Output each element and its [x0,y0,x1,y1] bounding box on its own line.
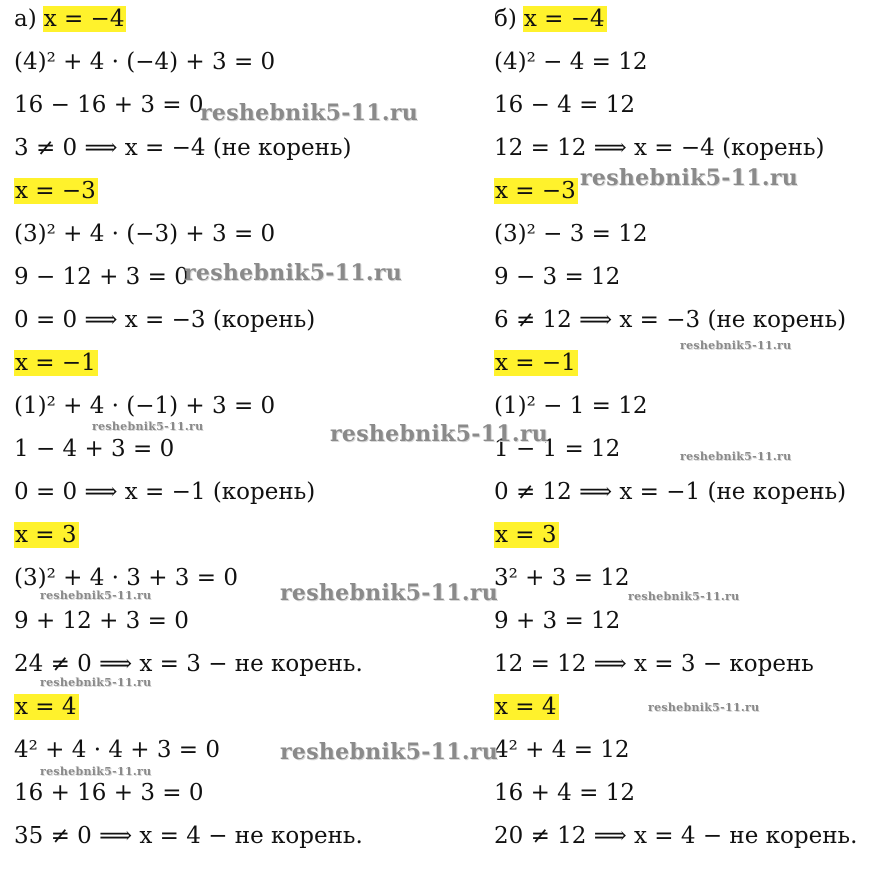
equation-line: 16 + 16 + 3 = 0 [14,780,204,806]
part-label: б) [494,6,517,32]
watermark: reshebnik5-11.ru [200,100,419,126]
case-heading [494,348,578,378]
watermark: reshebnik5-11.ru [40,765,152,778]
watermark: reshebnik5-11.ru [680,339,792,352]
equation-line: (1)² − 1 = 12 [494,393,648,419]
case-value: x = 4 [495,694,557,720]
conclusion-line: 12 = 12 ⟹ x = 3 − корень [494,651,814,677]
equation-line: 4² + 4 · 4 + 3 = 0 [14,737,221,763]
watermark: reshebnik5-11.ru [330,421,549,447]
case-heading [14,176,98,206]
watermark: reshebnik5-11.ru [40,589,152,602]
conclusion-line: 35 ≠ 0 ⟹ x = 4 − не корень. [14,823,363,849]
conclusion-line: 20 ≠ 12 ⟹ x = 4 − не корень. [494,823,858,849]
case-heading [494,520,559,550]
watermark: reshebnik5-11.ru [280,580,499,606]
watermark: reshebnik5-11.ru [92,420,204,433]
equation-line: 9 + 12 + 3 = 0 [14,608,189,634]
conclusion-line: 24 ≠ 0 ⟹ x = 3 − не корень. [14,651,363,677]
watermark: reshebnik5-11.ru [40,676,152,689]
equation-line: 1 − 1 = 12 [494,436,621,462]
equation-line: (3)² − 3 = 12 [494,221,648,247]
conclusion-line: 0 = 0 ⟹ x = −1 (корень) [14,479,316,505]
conclusion-line: 3 ≠ 0 ⟹ x = −4 (не корень) [14,135,352,161]
case-value: x = 3 [15,522,77,548]
case-heading [494,176,578,206]
case-value: x = −4 [43,6,125,32]
case-value: x = −1 [15,350,96,376]
equation-line: 16 − 4 = 12 [494,92,635,118]
watermark: reshebnik5-11.ru [184,260,403,286]
watermark: reshebnik5-11.ru [628,590,740,603]
equation-line: 9 + 3 = 12 [494,608,621,634]
conclusion-line: 0 ≠ 12 ⟹ x = −1 (не корень) [494,479,847,505]
conclusion-line: 12 = 12 ⟹ x = −4 (корень) [494,135,825,161]
case-heading [494,4,607,34]
equation-line: 16 + 4 = 12 [494,780,635,806]
case-heading [14,4,126,34]
watermark: reshebnik5-11.ru [680,450,792,463]
conclusion-line: 6 ≠ 12 ⟹ x = −3 (не корень) [494,307,847,333]
equation-line: (4)² + 4 · (−4) + 3 = 0 [14,49,276,75]
equation-line: 3² + 3 = 12 [494,565,630,591]
case-value: x = −4 [523,6,605,32]
equation-line: (3)² + 4 · (−3) + 3 = 0 [14,221,276,247]
case-value: x = −1 [495,350,576,376]
equation-line: 1 − 4 + 3 = 0 [14,436,175,462]
case-heading [494,692,559,722]
conclusion-line: 0 = 0 ⟹ x = −3 (корень) [14,307,316,333]
equation-line: 9 − 3 = 12 [494,264,621,290]
equation-line: (1)² + 4 · (−1) + 3 = 0 [14,393,276,419]
equation-line: (3)² + 4 · 3 + 3 = 0 [14,565,238,591]
equation-line: 4² + 4 = 12 [494,737,630,763]
case-heading [14,692,79,722]
case-value: x = 4 [15,694,77,720]
part-label: а) [14,6,37,32]
case-value: x = −3 [495,178,576,204]
equation-line: 9 − 12 + 3 = 0 [14,264,189,290]
equation-line: 16 − 16 + 3 = 0 [14,92,204,118]
watermark: reshebnik5-11.ru [280,739,499,765]
equation-line: (4)² − 4 = 12 [494,49,648,75]
case-value: x = −3 [15,178,96,204]
watermark: reshebnik5-11.ru [580,165,799,191]
case-heading [14,520,79,550]
watermark: reshebnik5-11.ru [648,701,760,714]
case-heading [14,348,98,378]
case-value: x = 3 [495,522,557,548]
